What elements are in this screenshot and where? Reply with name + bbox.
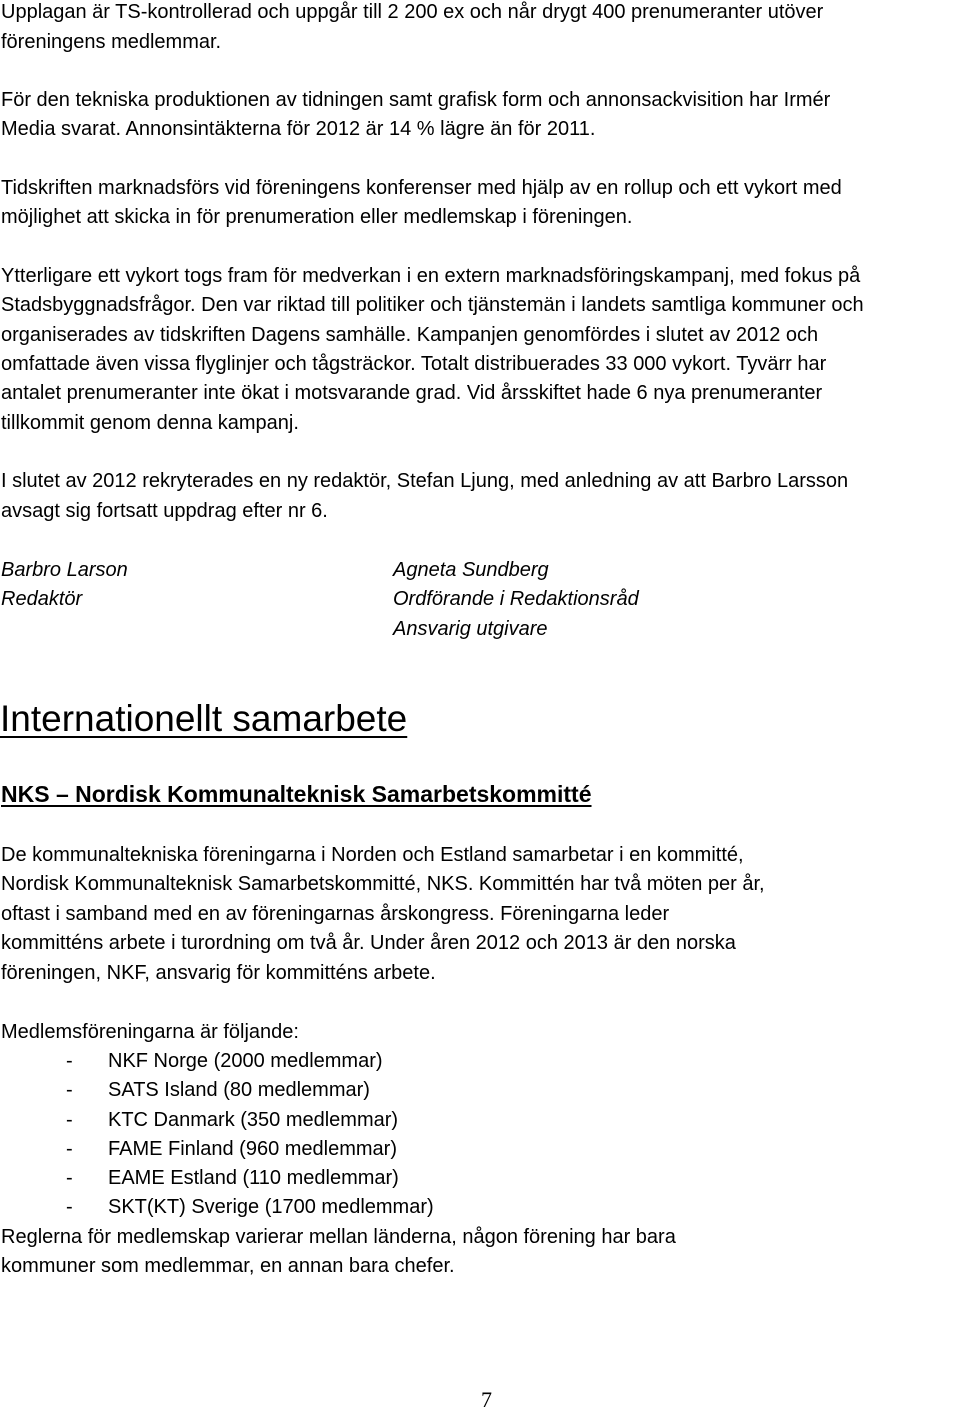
signature-right-name: Agneta Sundberg — [393, 559, 549, 581]
signature-right-title: Ordförande i Redaktionsråd — [393, 588, 639, 610]
paragraph-line: antalet prenumeranter inte ökat i motsvarande grad. Vid årsskiftet hade 6 nya prenumeranter — [1, 382, 823, 404]
closing-line: kommuner som medlemmar, en annan bara chefer. — [1, 1255, 455, 1277]
signature-left-title: Redaktör — [1, 588, 83, 610]
paragraph-line: Stadsbyggnadsfrågor. Den var riktad till politiker och tjänstemän i landets samtliga kommuner och — [1, 294, 864, 316]
list-dash: - — [66, 1196, 73, 1218]
paragraph-line: I slutet av 2012 rekryterades en ny redaktör, Stefan Ljung, med anledning av att Barbro Larsson — [1, 470, 849, 492]
list-item-text: EAME Estland (110 medlemmar) — [108, 1167, 399, 1189]
section-body-line: Nordisk Kommunalteknisk Samarbetskommitté, NKS. Kommittén har två möten per år, — [1, 873, 765, 895]
paragraph-line: Ytterligare ett vykort togs fram för medverkan i en extern marknadsföringskampanj, med fokus på — [1, 265, 861, 287]
paragraph-line: möjlighet att skicka in för prenumeration eller medlemskap i föreningen. — [1, 206, 633, 228]
list-dash: - — [66, 1167, 73, 1189]
list-dash: - — [66, 1138, 73, 1160]
paragraph-line: föreningens medlemmar. — [1, 31, 222, 53]
list-item-text: FAME Finland (960 medlemmar) — [108, 1138, 397, 1160]
section-body-line: föreningen, NKF, ansvarig för kommitténs arbete. — [1, 962, 436, 984]
section-body-line: De kommunaltekniska föreningarna i Norden och Estland samarbetar i en kommitté, — [1, 844, 744, 866]
paragraph-line: omfattade även vissa flyglinjer och tågsträckor. Totalt distribuerades 33 000 vykort. Tyvärr har — [1, 353, 827, 375]
list-item-text: SKT(KT) Sverige (1700 medlemmar) — [108, 1196, 434, 1218]
closing-line: Reglerna för medlemskap varierar mellan länderna, någon förening har bara — [1, 1226, 676, 1248]
paragraph-line: Upplagan är TS-kontrollerad och uppgår till 2 200 ex och når drygt 400 prenumeranter utöver — [1, 1, 824, 23]
list-dash: - — [66, 1050, 73, 1072]
list-item-text: NKF Norge (2000 medlemmar) — [108, 1050, 383, 1072]
paragraph-line: avsagt sig fortsatt uppdrag efter nr 6. — [1, 500, 328, 522]
list-item-text: SATS Island (80 medlemmar) — [108, 1079, 370, 1101]
section-body-line: kommitténs arbete i turordning om två år. Under åren 2012 och 2013 är den norska — [1, 932, 736, 954]
paragraph-line: Media svarat. Annonsintäkterna för 2012 är 14 % lägre än för 2011. — [1, 118, 596, 140]
list-dash: - — [66, 1109, 73, 1131]
members-intro: Medlemsföreningarna är följande: — [1, 1021, 299, 1043]
paragraph-line: tillkommit genom denna kampanj. — [1, 412, 299, 434]
section-body-line: oftast i samband med en av föreningarnas årskongress. Föreningarna leder — [1, 903, 670, 925]
page-number: 7 — [481, 1387, 492, 1412]
paragraph-line: Tidskriften marknadsförs vid föreningens konferenser med hjälp av en rollup och ett vykort med — [1, 177, 842, 199]
signature-left-name: Barbro Larson — [1, 559, 128, 581]
paragraph-line: För den tekniska produktionen av tidningen samt grafisk form och annonsackvisition har Irmér — [1, 89, 831, 111]
section-heading: Internationellt samarbete — [0, 698, 408, 739]
signature-right-role: Ansvarig utgivare — [393, 618, 548, 640]
paragraph-line: organiserades av tidskriften Dagens samhälle. Kampanjen genomfördes i slutet av 2012 och — [1, 324, 819, 346]
list-dash: - — [66, 1079, 73, 1101]
list-item-text: KTC Danmark (350 medlemmar) — [108, 1109, 399, 1131]
section-subheading: NKS – Nordisk Kommunalteknisk Samarbetskommitté — [1, 781, 592, 807]
